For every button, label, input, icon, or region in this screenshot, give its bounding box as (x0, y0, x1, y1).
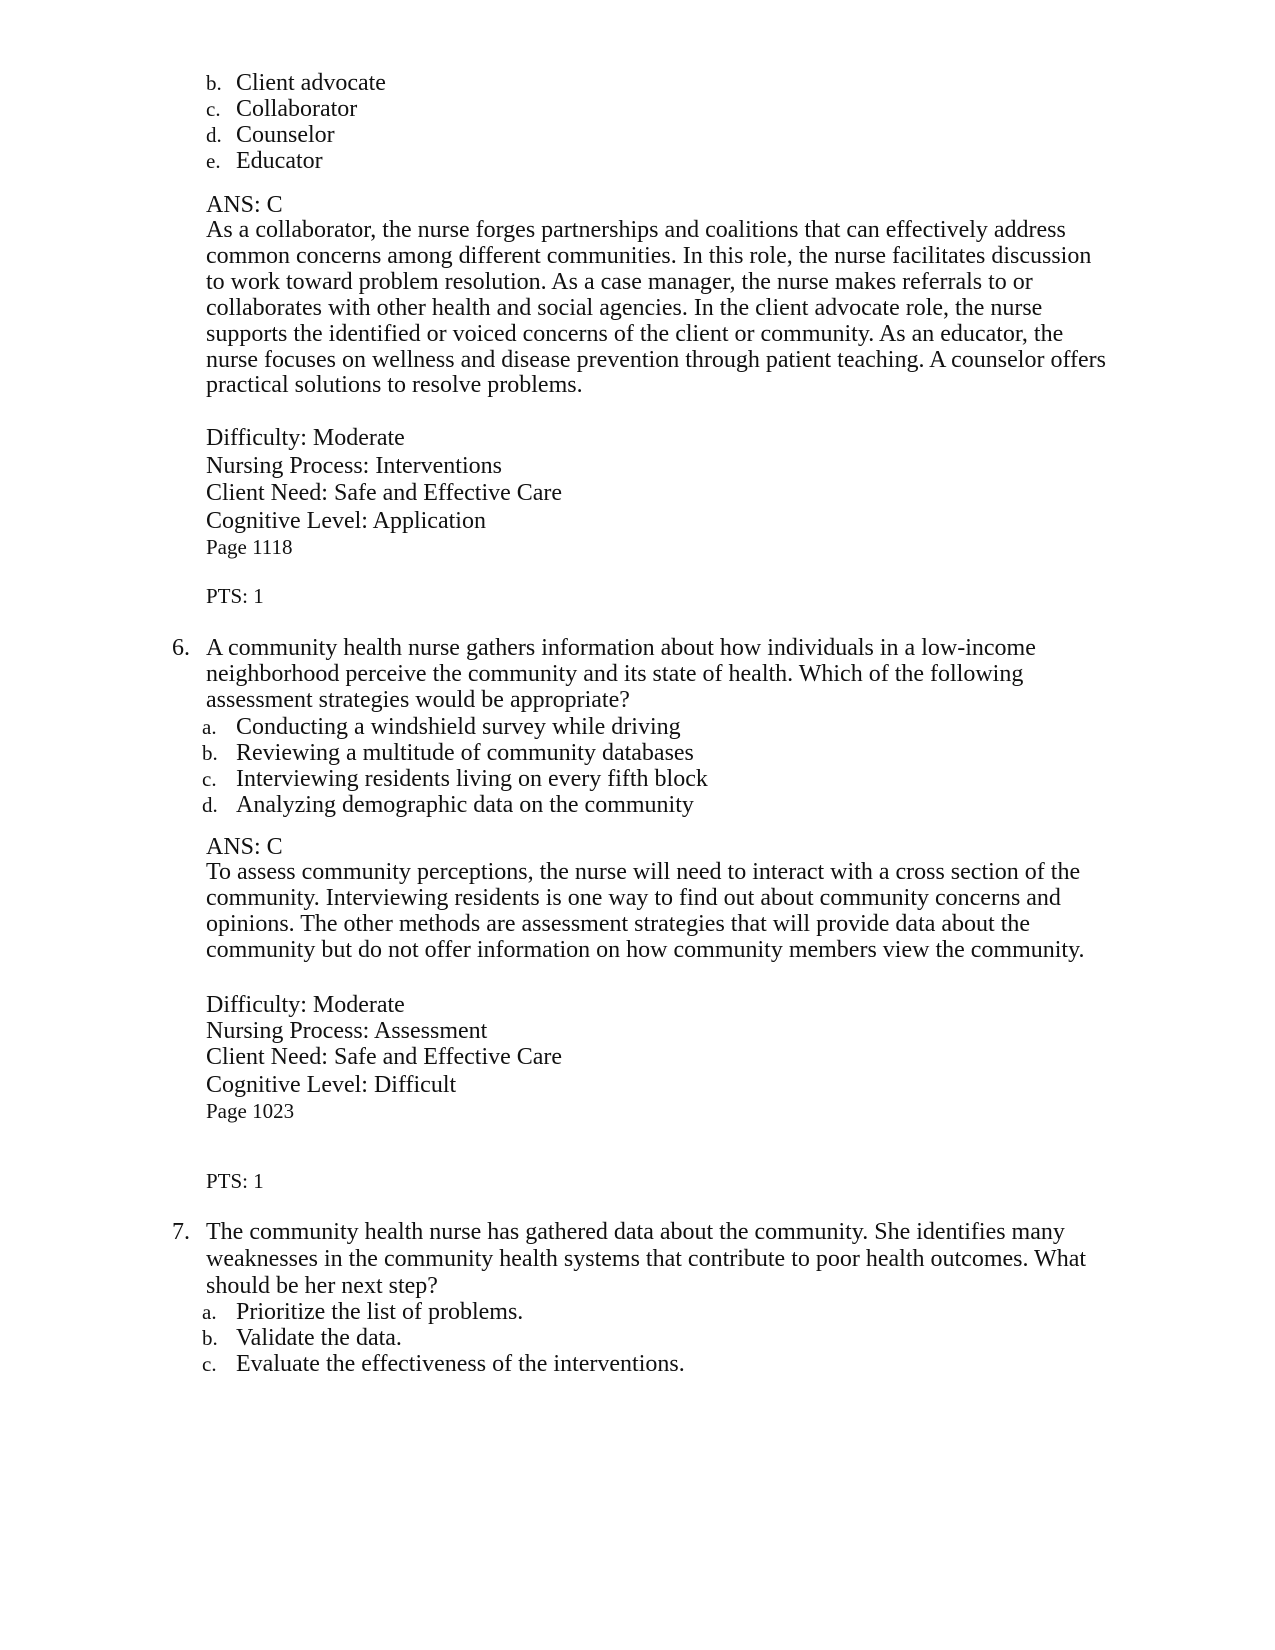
option-letter: e. (206, 149, 221, 173)
option-letter: a. (202, 715, 217, 739)
cognitive-level-label: Cognitive Level: Difficult (206, 1072, 457, 1098)
option-letter: a. (202, 1300, 217, 1324)
rationale-line: collaborates with other health and social agencies. In the client advocate role, the nurse (206, 295, 1043, 321)
difficulty-label: Difficulty: Moderate (206, 425, 405, 451)
rationale-line: supports the identified or voiced concerns of the client or community. As an educator, the (206, 321, 1064, 347)
rationale-line: opinions. The other methods are assessment strategies that will provide data about the (206, 911, 1031, 937)
question-number: 6. (172, 635, 190, 661)
option-letter: b. (202, 741, 218, 765)
client-need-label: Client Need: Safe and Effective Care (206, 1044, 563, 1070)
question-stem-line: should be her next step? (206, 1273, 438, 1299)
option-text: Counselor (236, 122, 335, 148)
rationale-line: As a collaborator, the nurse forges partnerships and coalitions that can effectively address (206, 217, 1066, 243)
rationale-line: practical solutions to resolve problems. (206, 372, 583, 398)
option-text: Educator (236, 148, 323, 174)
rationale-line: community but do not offer information on how community members view the community. (206, 937, 1085, 963)
option-text: Reviewing a multitude of community databases (236, 740, 694, 766)
option-text: Client advocate (236, 70, 386, 96)
option-text: Prioritize the list of problems. (236, 1299, 524, 1325)
question-stem-line: weaknesses in the community health systems that contribute to poor health outcomes. What (206, 1246, 1087, 1272)
rationale-line: common concerns among different communities. In this role, the nurse facilitates discussion (206, 243, 1092, 269)
option-letter: c. (202, 1352, 217, 1376)
nursing-process-label: Nursing Process: Interventions (206, 453, 502, 479)
question-stem-line: assessment strategies would be appropriate? (206, 687, 630, 713)
rationale-line: community. Interviewing residents is one way to find out about community concerns and (206, 885, 1061, 911)
question-stem-line: neighborhood perceive the community and its state of health. Which of the following (206, 661, 1024, 687)
option-text: Interviewing residents living on every fifth block (236, 766, 708, 792)
option-text: Conducting a windshield survey while driving (236, 714, 681, 740)
rationale-line: to work toward problem resolution. As a case manager, the nurse makes referrals to or (206, 269, 1033, 295)
rationale-line: nurse focuses on wellness and disease prevention through patient teaching. A counselor offers (206, 347, 1106, 373)
rationale-line: To assess community perceptions, the nurse will need to interact with a cross section of the (206, 859, 1081, 885)
option-letter: c. (202, 767, 217, 791)
answer-key: ANS: C (206, 192, 283, 218)
option-letter: d. (206, 123, 222, 147)
option-letter: d. (202, 793, 218, 817)
points-label: PTS: 1 (206, 1169, 264, 1193)
points-label: PTS: 1 (206, 584, 264, 608)
page-reference: Page 1023 (206, 1099, 295, 1123)
nursing-process-label: Nursing Process: Assessment (206, 1018, 488, 1044)
question-stem-line: The community health nurse has gathered data about the community. She identifies many (206, 1219, 1065, 1245)
option-letter: b. (202, 1326, 218, 1350)
option-text: Validate the data. (236, 1325, 402, 1351)
difficulty-label: Difficulty: Moderate (206, 992, 405, 1018)
answer-key: ANS: C (206, 834, 283, 860)
option-text: Evaluate the effectiveness of the interventions. (236, 1351, 685, 1377)
question-number: 7. (172, 1219, 190, 1245)
question-stem-line: A community health nurse gathers information about how individuals in a low-income (206, 635, 1036, 661)
option-text: Collaborator (236, 96, 358, 122)
page-reference: Page 1118 (206, 535, 293, 559)
client-need-label: Client Need: Safe and Effective Care (206, 480, 563, 506)
option-letter: c. (206, 97, 221, 121)
cognitive-level-label: Cognitive Level: Application (206, 508, 486, 534)
option-letter: b. (206, 71, 222, 95)
option-text: Analyzing demographic data on the community (236, 792, 694, 818)
